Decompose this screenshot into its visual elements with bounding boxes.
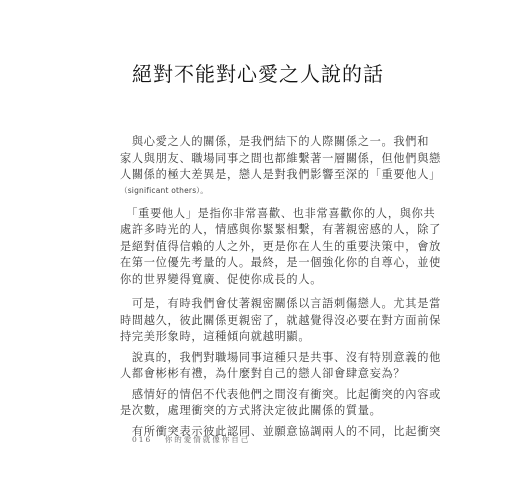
text-line: 可是，有時我們會仗著親密關係以言語刺傷戀人。尤其是當	[120, 297, 441, 310]
text-line: 家人與朋友、職場同事之間也都維繫著一層關係，但他們與戀	[120, 151, 441, 165]
text-line: 是次數，處理衝突的方式將決定彼此關係的質量。	[120, 404, 382, 417]
text-line: 你的世界變得寬廣、促使你成長的人。	[120, 272, 323, 286]
text-line: 有所衝突表示彼此認同、並願意協調兩人的不同，比起衝突	[120, 424, 441, 438]
text-line: 是絕對值得信賴的人之外，更是你在人生的重要決策中，會放	[120, 239, 441, 253]
text-line: （significant others）。	[120, 185, 208, 195]
body-text	[120, 134, 441, 440]
text-line: 說真的，我們對職場同事這種只是共事、沒有特別意義的他	[120, 350, 441, 364]
text-line: 時間越久，彼此關係更親密了，就越覺得沒必要在對方面前保	[120, 313, 441, 327]
text-line: 人關係的極大差異是，戀人是對我們影響至深的「重要他人」	[120, 168, 441, 181]
text-line: 與心愛之人的關係，是我們結下的人際關係之一。我們和	[120, 135, 430, 148]
chapter-title: 絕對不能對心愛之人說的話	[132, 62, 384, 86]
running-title: 你的愛情就像你自己	[164, 435, 251, 444]
page-footer	[132, 434, 250, 445]
text-line: 人都會彬彬有禮，為什麼對自己的戀人卻會肆意妄為？	[120, 367, 406, 380]
text-line: 「重要他人」是指你非常喜歡、也非常喜歡你的人，與你共	[120, 206, 436, 220]
text-line: 在第一位優先考量的人。最終，是一個強化你的自尊心，並使	[120, 256, 441, 269]
text-line: 處許多時光的人，情感與你緊緊相繫，有著親密感的人，除了	[120, 223, 441, 236]
text-line: 感情好的情侶不代表他們之間沒有衝突。比起衝突的內容或	[120, 387, 441, 401]
text-line: 持完美形象時，這種傾向就越明顯。	[120, 330, 311, 343]
page-number: 016	[132, 435, 153, 444]
